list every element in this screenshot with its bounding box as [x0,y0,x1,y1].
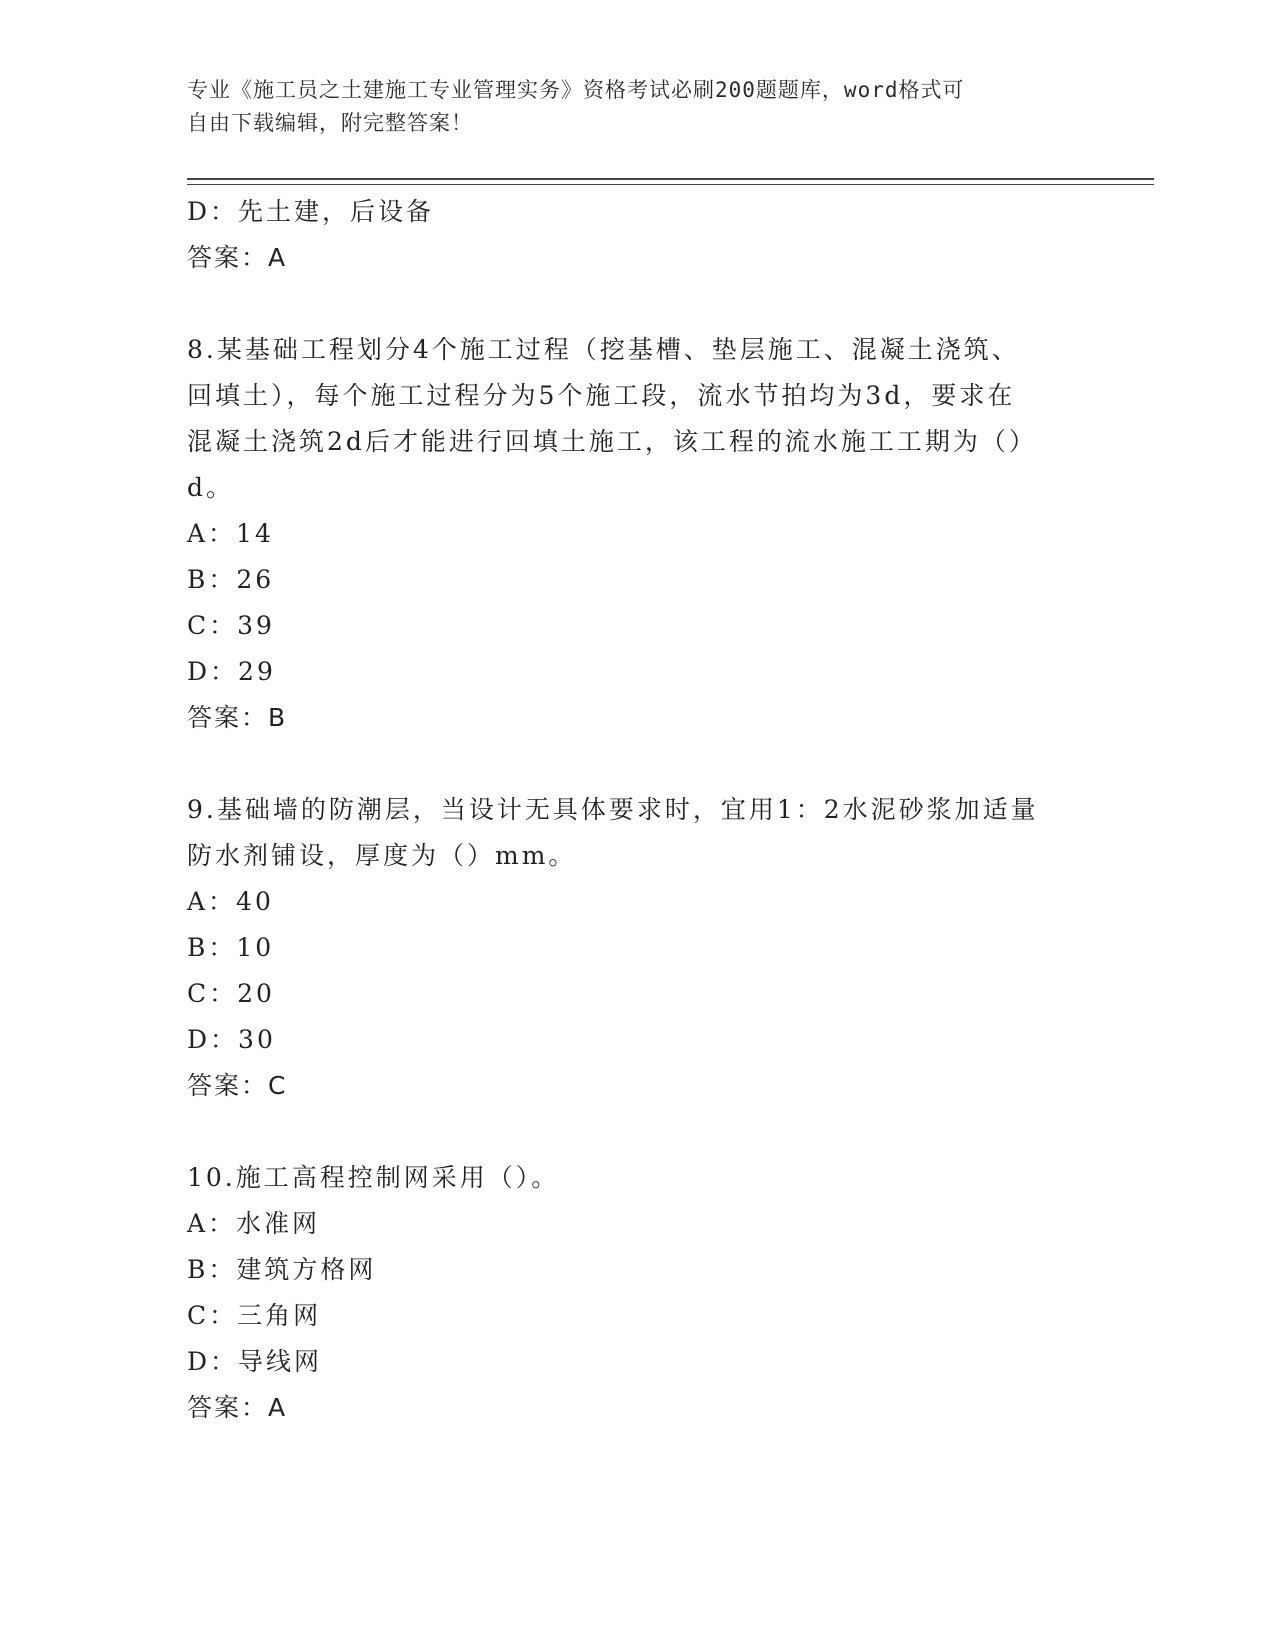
header-divider-thick [187,178,1154,180]
answer-line: 答案：A [187,1393,288,1422]
option-a: A：14 [187,519,274,548]
question-7-tail [187,189,1087,281]
option-c: C：三角网 [187,1301,322,1330]
header-divider-thin [187,184,1154,185]
spacer [187,1109,1087,1155]
question-10 [187,1155,1087,1431]
question-text-line: d。 [187,473,235,502]
answer-line: 答案：A [187,243,288,272]
option-d: D：导线网 [187,1347,323,1376]
option-b: B：10 [187,933,275,962]
option-c: C：20 [187,979,275,1008]
question-text-line: 8.某基础工程划分4个施工过程（挖基槽、垫层施工、混凝土浇筑、 [187,335,1020,364]
question-9 [187,787,1087,1109]
option-c: C：39 [187,611,275,640]
answer-line: 答案：C [187,1071,288,1100]
question-text-line: 混凝土浇筑2d后才能进行回填土施工，该工程的流水施工工期为（） [187,427,1037,456]
question-text-line: 9.基础墙的防潮层，当设计无具体要求时，宜用1：2水泥砂浆加适量 [187,795,1039,824]
header-title-line-2: 自由下载编辑，附完整答案！ [187,111,473,135]
spacer [187,741,1087,787]
option-b: B：26 [187,565,275,594]
document-header [187,74,1067,140]
option-b: B：建筑方格网 [187,1255,377,1284]
question-8 [187,327,1087,741]
spacer [187,281,1087,327]
header-title-line-1: 专业《施工员之土建施工专业管理实务》资格考试必刷200题题库，word格式可 [187,78,965,102]
answer-line: 答案：B [187,703,288,732]
option-d: D：先土建，后设备 [187,197,435,226]
option-d: D：29 [187,657,276,686]
question-text-line: 10.施工高程控制网采用（）。 [187,1163,560,1192]
option-a: A：40 [187,887,274,916]
question-text-line: 防水剂铺设，厚度为（）mm。 [187,841,577,870]
question-text-line: 回填土），每个施工过程分为5个施工段，流水节拍均为3d，要求在 [187,381,1016,410]
question-list [187,189,1087,1431]
option-a: A：水准网 [187,1209,321,1238]
option-d: D：30 [187,1025,276,1054]
